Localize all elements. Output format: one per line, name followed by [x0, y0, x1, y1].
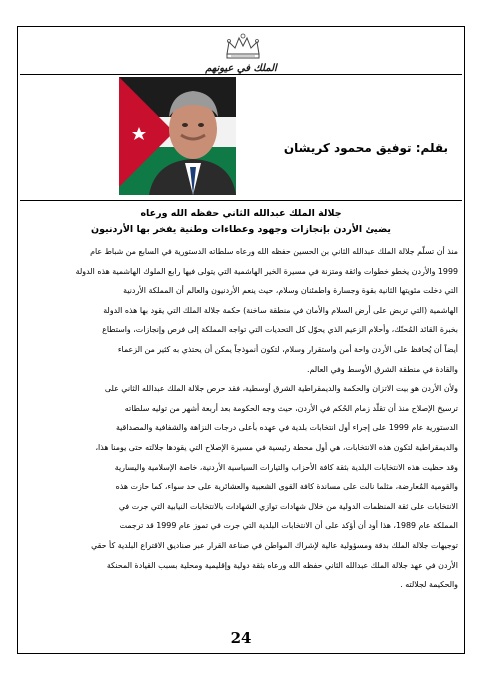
body-line: والديمقراطية لتكون هذه الانتخابات، هي أول محطة رئيسية في مسيرة الإصلاح التي يقودها جلالته حتى يومنا هذا، — [95, 442, 458, 452]
header-divider — [20, 74, 462, 75]
body-line: الدستورية عام 1999 على إجراء أول انتخابات بلدية في عهده بأعلى درجات النزاهة والشفافية والمصداقية — [115, 423, 458, 433]
body-line: والحكيمة لجلالته . — [400, 580, 458, 590]
body-line: والقادة في منطقة الشرق الأوسط وفي العالم. — [307, 364, 458, 374]
crown-icon — [223, 32, 263, 62]
body-line: أيضاً أن يُحافظ على الأردن واحة أمن واستقرار وسلام، لتكون أنموذجاً يمكن أن يحتذي به كثير من الزعماء — [117, 344, 458, 354]
body-line: منذ أن تسلّم جلالة الملك عبدالله الثاني بن الحسين حفظه الله ورعاه سلطاته الدستورية في السابع من شباط عام — [90, 247, 458, 256]
author-byline: بقلم: توفيق محمود كريشان — [283, 141, 448, 155]
body-line: الانتخابات على ثقة المنظمات الدولية من خلال شهادات توازي الشهادات بالانتخابات النيابية التي جرت في — [118, 501, 458, 511]
body-line: والقومية المُعارضة، مثلما نالت على مساندة كافة القوى الشعبية والعشائرية على حد سواء، كما حازت هذه — [115, 482, 458, 492]
article-body — [26, 242, 458, 595]
author-portrait — [119, 77, 236, 195]
body-line: توجيهات جلالة الملك بدقة ومسؤولية عالية لإشراك المواطن في صناعة القرار عبر صناديق الاقتراع البلدية كأ حقي — [91, 540, 458, 550]
portrait-image — [119, 77, 236, 195]
body-line: الأردن في عهد جلالة الملك عبدالله الثاني حفظه الله ورعاه بثقة دولية وإقليمية ومحلية بسبب القيادة المحنكة — [106, 560, 458, 570]
page-number: 24 — [230, 629, 252, 647]
body-line: التي دخلت مئويتها الثانية بقوة وجسارة واطمئنان وسلام، حيث ينعم الأردنيون والعالم أن المملكة الأردنية — [123, 286, 458, 296]
article-heading: جلالة الملك عبدالله الثاني حفظه الله ورعاه — [140, 208, 342, 219]
body-line: 1999 والأردن يخطو خطوات واثقة ومتزنة في مسيرة الخير الهاشمية التي يتولى فيها رابع الملوك الهاشمية هذه الدولة — [75, 266, 458, 276]
article-subheading: يضيئ الأردن بإنجازات وجهود وعطاءات وطنية يفخر بها الأردنيون — [91, 224, 391, 235]
body-line: بخبرة القائد المُحنّك، وأحلام الزعيم الذي يحوّل كل التحديات التي تواجه المملكة إلى فرص وإنجازات، واستطاع — [102, 325, 458, 335]
body-line: وقد حظيت هذه الانتخابات البلدية بثقة كافة الأحزاب والتيارات السياسية الأردنية، خاصة الإسلامية واليسارية — [114, 462, 458, 472]
body-line: الهاشمية (التي تربض على أرض السلام والأمان في منطقة ساخنة) حكمة جلالة الملك التي يقود بها هذه الدولة — [103, 305, 458, 315]
section-title: الملك في عيونهم — [205, 63, 277, 74]
section-divider — [20, 200, 462, 201]
body-line: المملكة عام 1989، هذا أود أن أؤكد على أن الانتخابات البلدية التي جرت في تموز عام 1999 قد ترجمت — [119, 521, 458, 531]
body-line: ترسيخ الإصلاح منذ أن تقلّد زمام الحُكم في الأردن، حيث وجه الحكومة بعد أربعة أشهر من توليه سلطاته — [124, 403, 458, 413]
body-line: ولأن الأردن هو بيت الاتزان والحكمة والديمقراطية الشرق أوسطية، فقد حرص جلالة الملك عبدالله الثاني على — [104, 384, 458, 394]
